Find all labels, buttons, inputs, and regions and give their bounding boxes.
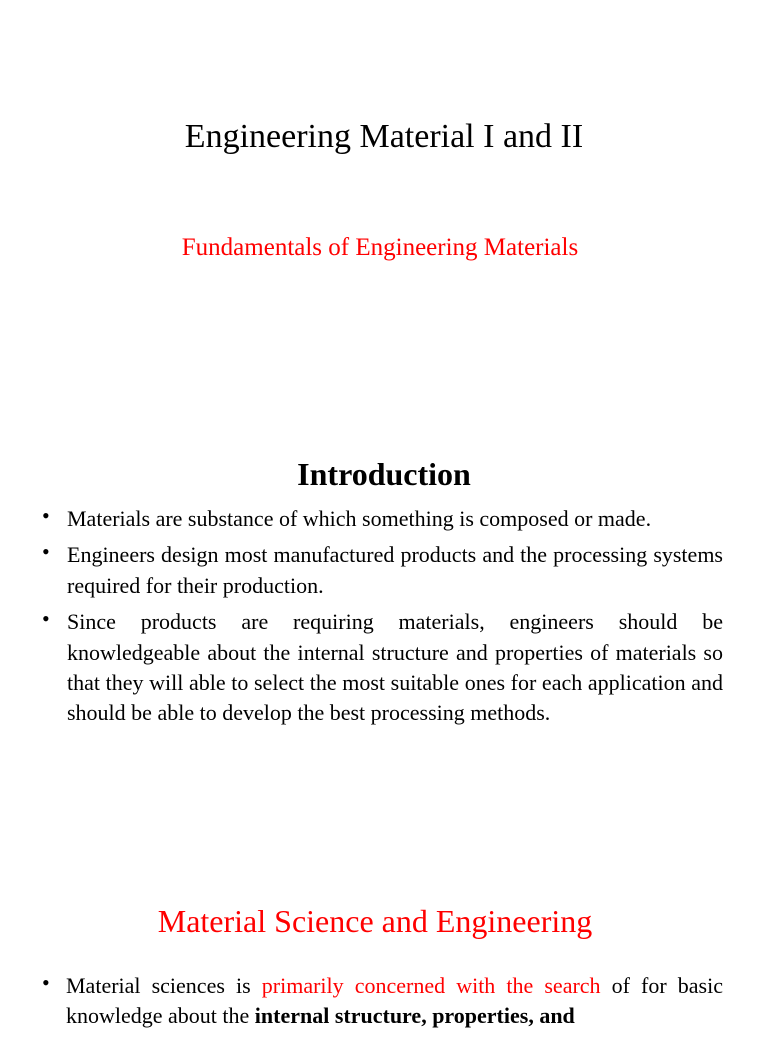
bullet-text: Since products are requiring materials, engineers should be knowledgeable about the internal structure and properties of materials so that they will able to select the most suitable ones for each application and should be able to develop the best processing methods. [67, 609, 723, 726]
bullet-icon: • [42, 539, 50, 565]
bullet-text: Engineers design most manufactured products and the processing systems required for their production. [67, 542, 723, 598]
bullet-item [0, 540, 768, 601]
introduction-bullet-list [0, 504, 768, 735]
bullet-item [0, 971, 768, 1032]
bullet-icon: • [42, 606, 50, 632]
bullet-text-part: of for basic knowledge about the [66, 973, 723, 1029]
material-science-heading: Material Science and Engineering [157, 903, 593, 939]
bullet-icon: • [42, 503, 50, 528]
bullet-item [0, 504, 768, 534]
slide-title: Engineering Material I and II [184, 118, 584, 155]
bullet-text-part: Material sciences is [66, 973, 262, 998]
highlighted-text: primarily concerned with the search [261, 973, 601, 998]
bold-text: internal structure, properties, and [254, 1003, 575, 1029]
bullet-item [0, 607, 768, 729]
bullet-icon: • [42, 970, 50, 995]
bullet-text: Materials are substance of which something is composed or made. [67, 506, 652, 531]
introduction-heading: Introduction [297, 456, 471, 492]
material-science-bullet-list [0, 971, 768, 1038]
slide-subtitle: Fundamentals of Engineering Materials [181, 234, 579, 261]
